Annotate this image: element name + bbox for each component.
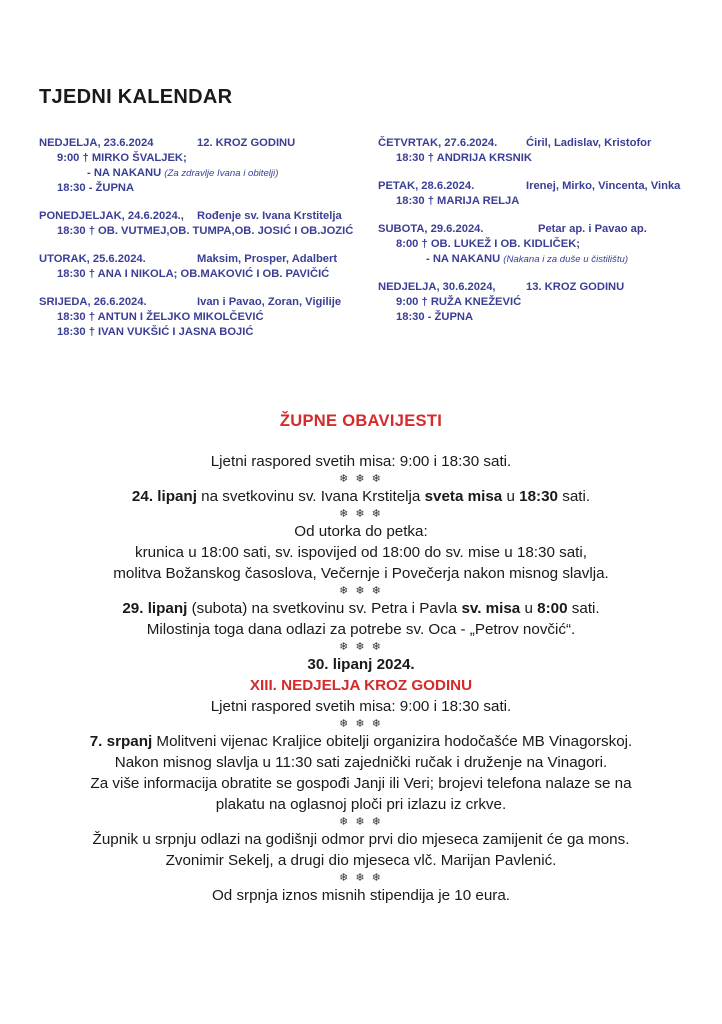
separator-stars: ❄ ❄ ❄ [339,585,383,597]
mass-text: 18:30 † ANTUN I ŽELJKO MIKOLČEVIĆ [57,311,264,323]
day-feast: Maksim, Prosper, Adalbert [197,253,338,265]
day-feast: 13. KROZ GODINU [526,281,625,293]
notice-text: Od utorka do petka: [294,523,428,540]
notice-line [0,731,722,752]
calendar-column-right [378,135,698,337]
calendar-day [39,251,359,282]
day-feast: Ivan i Pavao, Zoran, Vigilije [197,296,342,308]
notice-text: XIII. NEDJELJA KROZ GODINU [249,677,473,694]
notice-text: plakatu na oglasnoj ploči pri izlazu iz crkve. [215,796,507,813]
notice-text: Od srpnja iznos misnih stipendija je 10 eura. [211,887,510,904]
notice-text: Ljetni raspored svetih misa: 9:00 i 18:30 sati. [210,698,512,715]
notice-line [0,850,722,871]
mass-intention [378,194,698,209]
notices-title: ŽUPNE OBAVIJESTI [279,412,443,430]
notice-line [0,486,722,507]
mass-text: 18:30 † ANA I NIKOLA; OB.MAKOVIĆ I OB. PAVIČIĆ [57,268,330,280]
notice-line [0,521,722,542]
day-date: PONEDJELJAK, 24.6.2024., [39,210,184,222]
day-feast: 12. KROZ GODINU [197,137,296,149]
notice-text: na svetkovinu sv. Ivana Krstitelja [196,488,425,505]
calendar-column-left [39,135,359,352]
notice-line [0,829,722,850]
day-date: NEDJELJA, 30.6.2024, [378,281,496,293]
notice-text: Za više informacija obratite se gospođi Janji ili Veri; brojevi telefona nalaze se na [90,775,632,792]
mass-text: 18:30 - ŽUPNA [396,311,474,323]
day-header [39,208,359,224]
day-feast: Rođenje sv. Ivana Krstitelja [197,210,342,222]
day-feast: Petar ap. i Pavao ap. [538,223,647,235]
notice-text: 18:30 [519,488,558,505]
notices-body [0,451,722,906]
day-header [378,279,698,295]
day-header [39,251,359,267]
day-header [378,178,698,194]
notice-text: Ljetni raspored svetih misa: 9:00 i 18:30 sati. [210,453,512,470]
notice-text: Molitveni vijenac Kraljice obitelji organizira hodočašće MB Vinagorskoj. [152,733,633,750]
separator-stars: ❄ ❄ ❄ [339,872,383,884]
calendar-day [378,178,698,209]
notice-text: Zvonimir Sekelj, a drugi dio mjeseca vlč. Marijan Pavlenić. [165,852,557,869]
mass-text: 18:30 † MARIJA RELJA [396,195,520,207]
mass-intention [378,237,698,252]
notice-text: (subota) na svetkovinu sv. Petra i Pavla [187,600,462,617]
notice-text: 24. lipanj [131,488,197,505]
calendar-day [39,294,359,340]
notice-text: molitva Božanskog časoslova, Večernje i Povečerja nakon misnog slavlja. [113,565,609,582]
mass-text: - NA NAKANU [87,167,162,179]
notice-text: Župnik u srpnju odlazi na godišnji odmor prvi dio mjeseca zamijenit će ga mons. [92,831,630,848]
notice-line [0,885,722,906]
day-date: SRIJEDA, 26.6.2024. [39,296,147,308]
mass-text: 9:00 † RUŽA KNEŽEVIĆ [396,296,522,308]
notice-text: u [502,488,520,505]
page-title: TJEDNI KALENDAR [39,86,233,108]
mass-intention [378,295,698,310]
notice-text: u [520,600,538,617]
notice-line [0,619,722,640]
notice-text: sati. [567,600,600,617]
notice-text: 8:00 [537,600,568,617]
notice-line [0,542,722,563]
calendar-day [378,279,698,325]
day-date: PETAK, 28.6.2024. [378,180,475,192]
parish-notices [0,412,722,906]
notice-line [0,563,722,584]
notice-line [0,451,722,472]
separator-stars: ❄ ❄ ❄ [339,718,383,730]
notice-line [0,675,722,696]
mass-intention [39,151,359,166]
notice-text: sv. misa [461,600,521,617]
mass-text: - NA NAKANU [426,253,501,265]
separator-stars: ❄ ❄ ❄ [339,641,383,653]
notice-text: Milostinja toga dana odlazi za potrebe sv. Oca - „Petrov novčić“. [146,621,576,638]
mass-text: 8:00 † OB. LUKEŽ I OB. KIDLIČEK; [396,238,580,250]
day-date: NEDJELJA, 23.6.2024 [39,137,154,149]
notice-line [0,773,722,794]
mass-intention [39,310,359,325]
notice-line [0,654,722,675]
notice-text: 29. lipanj [122,600,188,617]
day-header [39,294,359,310]
notice-line [0,696,722,717]
mass-intention [39,267,359,282]
notice-text: Nakon misnog slavlja u 11:30 sati zajednički ručak i druženje na Vinagori. [114,754,608,771]
mass-intention [39,181,359,196]
mass-note: (Nakana i za duše u čistilištu) [503,254,629,265]
day-header [378,221,698,237]
day-date: UTORAK, 25.6.2024. [39,253,146,265]
separator-stars: ❄ ❄ ❄ [339,508,383,520]
calendar-day [378,135,698,166]
mass-intention [39,224,359,239]
mass-intention [378,151,698,166]
mass-note: (Za zdravlje Ivana i obitelji) [164,168,279,179]
day-feast: Irenej, Mirko, Vincenta, Vinka [526,180,681,192]
day-header [378,135,698,151]
notice-line [0,598,722,619]
notice-line [0,794,722,815]
day-header [39,135,359,151]
mass-intention [378,310,698,325]
separator-stars: ❄ ❄ ❄ [339,473,383,485]
calendar-day [39,135,359,196]
calendar-day [39,208,359,239]
separator-stars: ❄ ❄ ❄ [339,816,383,828]
notice-text: sati. [558,488,591,505]
mass-intention [39,166,359,181]
notice-line [0,752,722,773]
mass-text: 9:00 † MIRKO ŠVALJEK; [57,152,187,164]
calendar-day [378,221,698,267]
mass-intention [39,325,359,340]
notice-text: krunica u 18:00 sati, sv. ispovijed od 18:00 do sv. mise u 18:30 sati, [135,544,587,561]
day-date: ČETVRTAK, 27.6.2024. [378,137,498,149]
notice-text: 30. lipanj 2024. [307,656,415,673]
mass-text: 18:30 † ANDRIJA KRSNIK [396,152,532,164]
mass-text: 18:30 † IVAN VUKŠIĆ I JASNA BOJIĆ [57,326,254,338]
mass-text: 18:30 - ŽUPNA [57,182,135,194]
day-date: SUBOTA, 29.6.2024. [378,223,484,235]
notice-text: sveta misa [424,488,503,505]
day-feast: Ćiril, Ladislav, Kristofor [526,137,652,149]
notice-text: 7. srpanj [89,733,153,750]
mass-intention [378,252,698,267]
mass-text: 18:30 † OB. VUTMEJ,OB. TUMPA,OB. JOSIĆ I OB.JOZIĆ [57,225,354,237]
